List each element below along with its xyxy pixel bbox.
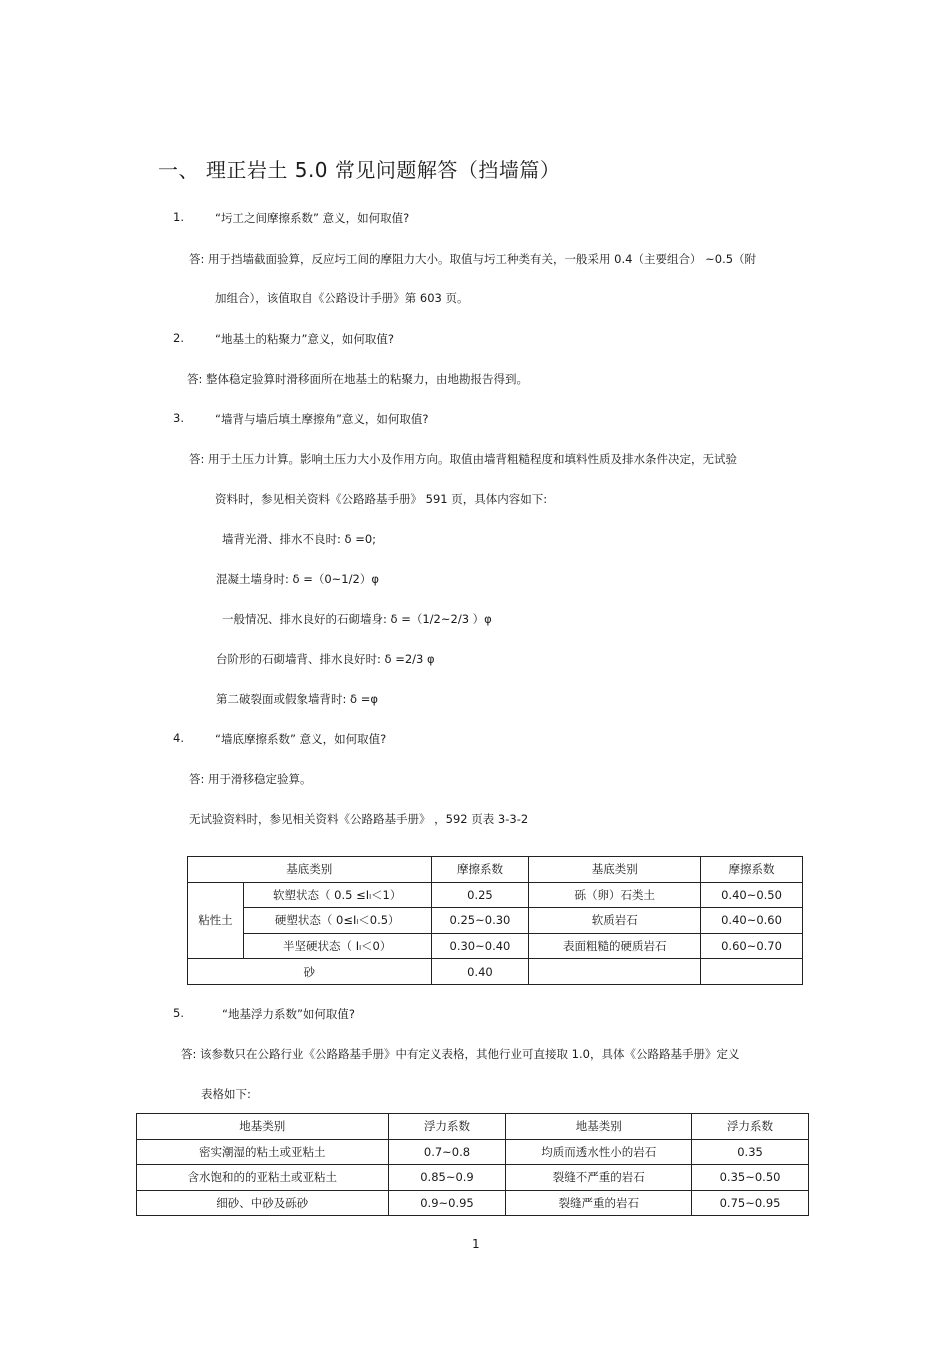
table-header-cell: 地基类别 [137, 1114, 389, 1140]
q4-number: 4. [173, 731, 184, 745]
table-row [137, 1190, 809, 1216]
table-header-cell: 摩擦系数 [701, 857, 803, 883]
page-title: 一、 理正岩土 5.0 常见问题解答（挡墙篇） [158, 158, 561, 182]
q2-answer: 答: 整体稳定验算时滑移面所在地基土的粘聚力，由地勘报告得到。 [187, 372, 529, 386]
q1-number: 1. [173, 210, 184, 224]
table-header-row [188, 857, 803, 883]
table-row [188, 959, 803, 985]
q5-answer-line2: 表格如下: [201, 1087, 251, 1101]
table-header-row [137, 1114, 809, 1140]
table-cell: 裂缝严重的岩石 [506, 1190, 692, 1216]
table-header-cell: 浮力系数 [388, 1114, 506, 1140]
table-cell: 0.30~0.40 [431, 933, 529, 959]
table-cell: 砂 [188, 959, 432, 985]
table-cell: 密实潮湿的粘土或亚粘土 [137, 1139, 389, 1165]
q2-question: “地基土的粘聚力”意义，如何取值? [215, 332, 395, 346]
table-header-cell: 基底类别 [529, 857, 701, 883]
table-header-cell: 基底类别 [188, 857, 432, 883]
table-cell: 硬塑状态（ 0≤Iₗ＜0.5） [243, 908, 431, 934]
table-cell: 0.40~0.50 [701, 882, 803, 908]
table-cell: 细砂、中砂及砾砂 [137, 1190, 389, 1216]
table-cell: 0.40~0.60 [701, 908, 803, 934]
q1-answer-line1: 答: 用于挡墙截面验算，反应圬工间的摩阻力大小。取值与圬工种类有关，一般采用 0.4（主要组合） ~0.5（附 [189, 252, 757, 266]
q3-answer-line1: 答: 用于土压力计算。影响土压力大小及作用方向。取值由墙背粗糙程度和填料性质及排水条件决定，无试验 [189, 452, 738, 466]
table-cell [701, 959, 803, 985]
table-cell: 0.7~0.8 [388, 1139, 506, 1165]
q4-answer-line1: 答: 用于滑移稳定验算。 [189, 772, 312, 786]
table-cell: 软塑状态（ 0.5 ≤Iₗ＜1） [243, 882, 431, 908]
table-cell: 半坚硬状态（ Iₗ＜0） [243, 933, 431, 959]
table-cell: 0.25 [431, 882, 529, 908]
table-row [188, 908, 803, 934]
buoyancy-coefficient-table [136, 1113, 809, 1216]
table-cell: 0.35 [692, 1139, 809, 1165]
q5-number: 5. [173, 1006, 184, 1020]
table-cell: 均质而透水性小的岩石 [506, 1139, 692, 1165]
q3-question: “墙背与墙后填土摩擦角”意义，如何取值? [215, 412, 429, 426]
q1-answer-line2: 加组合），该值取自《公路设计手册》第 603 页。 [215, 291, 469, 305]
q3-answer-line2: 资料时，参见相关资料《公路路基手册》 591 页，具体内容如下: [215, 492, 548, 506]
q5-question: “地基浮力系数”如何取值? [222, 1007, 356, 1021]
table-row [137, 1165, 809, 1191]
table-cell: 砾（卵）石类土 [529, 882, 701, 908]
table-cell: 0.75~0.95 [692, 1190, 809, 1216]
table-row [137, 1139, 809, 1165]
q3-item: 墙背光滑、排水不良时: δ =0; [222, 532, 377, 546]
table-cell: 0.25~0.30 [431, 908, 529, 934]
page-number: 1 [472, 1237, 480, 1251]
table-cell: 0.9~0.95 [388, 1190, 506, 1216]
group-label-cell: 粘性土 [188, 882, 244, 959]
table-header-cell: 地基类别 [506, 1114, 692, 1140]
q2-number: 2. [173, 331, 184, 345]
table-cell: 0.60~0.70 [701, 933, 803, 959]
table-cell: 裂缝不严重的岩石 [506, 1165, 692, 1191]
table-header-cell: 摩擦系数 [431, 857, 529, 883]
q3-item: 一般情况、排水良好的石砌墙身: δ =（1/2~2/3 ）φ [222, 612, 492, 626]
q5-answer-line1: 答: 该参数只在公路行业《公路路基手册》中有定义表格，其他行业可直接取 1.0，具体《公路路基手册》定义 [181, 1047, 740, 1061]
q3-item: 混凝土墙身时: δ =（0~1/2）φ [216, 572, 379, 586]
table-row [188, 882, 803, 908]
table-cell: 0.40 [431, 959, 529, 985]
q3-item: 台阶形的石砌墙背、排水良好时: δ =2/3 φ [216, 652, 435, 666]
table-cell: 软质岩石 [529, 908, 701, 934]
table-cell: 0.85~0.9 [388, 1165, 506, 1191]
q4-question: “墙底摩擦系数” 意义，如何取值? [215, 732, 387, 746]
table-row [188, 933, 803, 959]
q1-question: “圬工之间摩擦系数” 意义，如何取值? [215, 211, 410, 225]
table-cell [529, 959, 701, 985]
q4-answer-line2: 无试验资料时，参见相关资料《公路路基手册》 ，592 页表 3-3-2 [189, 812, 529, 826]
table-cell: 表面粗糙的硬质岩石 [529, 933, 701, 959]
table-header-cell: 浮力系数 [692, 1114, 809, 1140]
table-cell: 0.35~0.50 [692, 1165, 809, 1191]
friction-coefficient-table [187, 856, 803, 985]
q3-number: 3. [173, 411, 184, 425]
table-cell: 含水饱和的的亚粘土或亚粘土 [137, 1165, 389, 1191]
q3-item: 第二破裂面或假象墙背时: δ =φ [216, 692, 378, 706]
